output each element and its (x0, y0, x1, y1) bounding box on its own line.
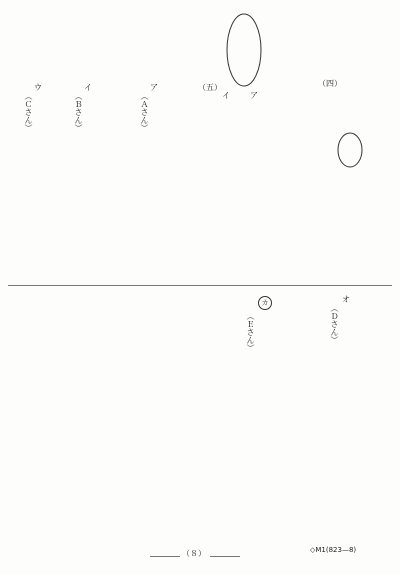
choice-text (236, 100, 250, 190)
choice-label: オ (342, 295, 350, 304)
body-text (208, 296, 226, 496)
speaker-label: （Ａさん） (140, 92, 149, 132)
choice-label: イ (84, 83, 92, 92)
choice-text (208, 100, 222, 190)
margin-note (14, 296, 32, 496)
handwritten-note (148, 350, 168, 530)
body-text (46, 96, 60, 246)
handwritten-circle (224, 10, 264, 90)
handwritten-circle (335, 130, 365, 170)
footer-line (150, 556, 180, 557)
choice-label: ウ (34, 83, 42, 92)
choice-line (262, 88, 298, 193)
margin-note (98, 296, 116, 496)
choice-label: ア (150, 83, 158, 92)
body-text (124, 96, 138, 246)
body-text (182, 96, 196, 246)
section-divider (8, 285, 392, 286)
choice-label: ア (250, 91, 258, 100)
body-text (226, 296, 244, 496)
body-text (168, 96, 182, 246)
handwritten-note (354, 12, 394, 212)
body-text (60, 96, 74, 246)
margin-note (38, 296, 56, 496)
body-text (310, 296, 328, 496)
exam-code: ◇M1(823—8) (310, 546, 357, 554)
body-text (292, 296, 310, 496)
body-text (274, 296, 292, 496)
body-text (154, 96, 168, 246)
question-number: （四） (318, 79, 342, 88)
body-text (96, 96, 110, 246)
choice-label: イ (222, 91, 230, 100)
body-text (190, 296, 208, 496)
speaker-label: （Ｅさん） (246, 312, 255, 352)
section-label: （五） (198, 83, 222, 92)
choice-label-circled: カ (258, 296, 272, 310)
margin-note (78, 296, 96, 496)
page-number: （８） (182, 549, 206, 558)
handwritten-note (150, 6, 182, 66)
question-text (300, 90, 340, 200)
margin-note (58, 296, 76, 496)
body-text (10, 96, 24, 246)
handwritten-note (364, 300, 394, 460)
footer-line (210, 556, 240, 557)
speaker-label: （Ｃさん） (24, 92, 33, 132)
speaker-label: （Ｄさん） (330, 304, 339, 344)
body-text (110, 96, 124, 246)
handwritten-note (170, 350, 190, 530)
speaker-label: （Ｂさん） (74, 92, 83, 132)
